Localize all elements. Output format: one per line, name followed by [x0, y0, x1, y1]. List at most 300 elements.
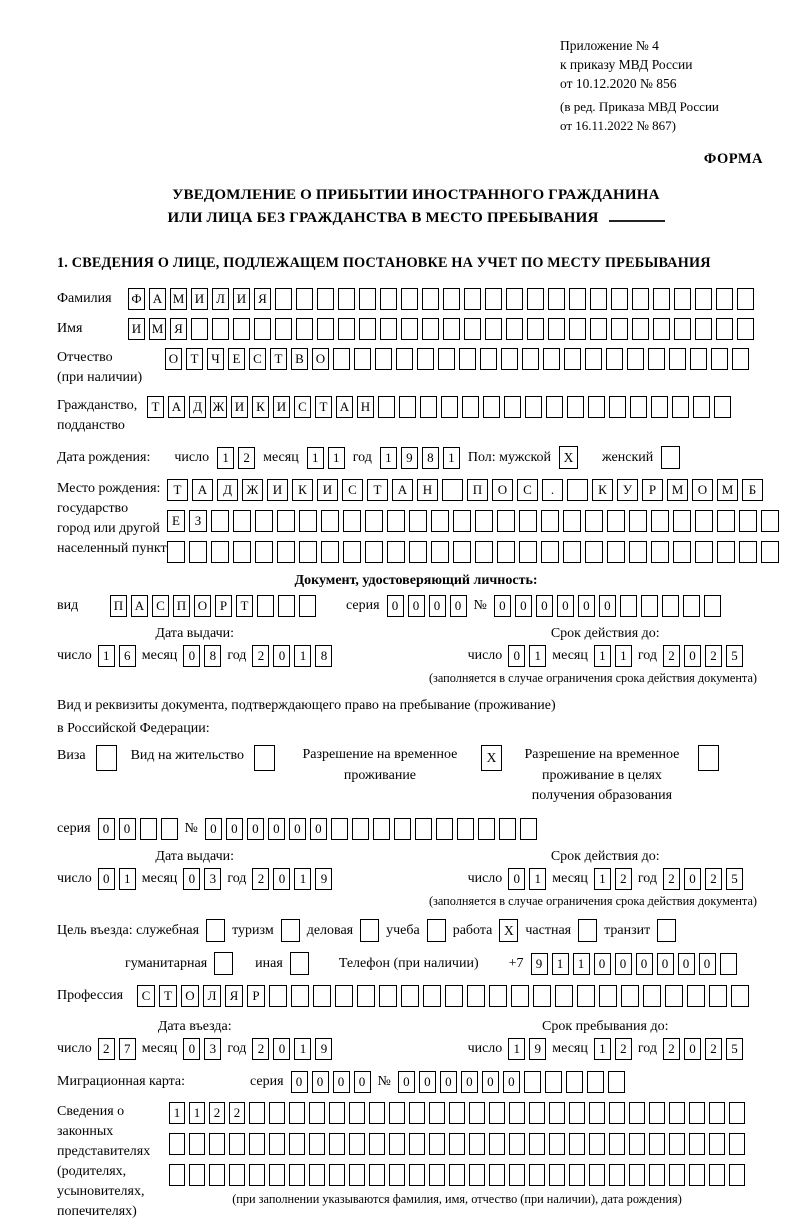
char-cell[interactable]: 1 [119, 868, 136, 890]
char-cell[interactable]: И [273, 396, 290, 418]
permit-issue-day[interactable] [98, 868, 136, 890]
char-cell[interactable] [429, 1133, 445, 1155]
char-cell[interactable] [209, 1133, 225, 1155]
char-cell[interactable] [442, 479, 463, 501]
char-cell[interactable]: Т [167, 479, 188, 501]
char-cell[interactable] [429, 1164, 445, 1186]
char-cell[interactable] [653, 288, 670, 310]
char-cell[interactable] [629, 1102, 645, 1124]
char-cell[interactable]: 0 [273, 645, 290, 667]
char-cell[interactable] [389, 1102, 405, 1124]
representatives-row1[interactable] [169, 1102, 745, 1124]
char-cell[interactable]: Я [254, 288, 271, 310]
char-cell[interactable]: 0 [699, 953, 716, 975]
char-cell[interactable] [299, 595, 316, 617]
representatives-row2[interactable] [169, 1133, 745, 1155]
char-cell[interactable] [269, 1133, 285, 1155]
char-cell[interactable] [401, 288, 418, 310]
char-cell[interactable] [629, 541, 647, 563]
char-cell[interactable]: С [342, 479, 363, 501]
char-cell[interactable]: 0 [273, 868, 290, 890]
name-field[interactable] [128, 318, 754, 340]
char-cell[interactable]: 0 [268, 818, 285, 840]
char-cell[interactable] [431, 541, 449, 563]
char-cell[interactable] [649, 1102, 665, 1124]
char-cell[interactable] [309, 1102, 325, 1124]
char-cell[interactable] [269, 1164, 285, 1186]
char-cell[interactable] [585, 348, 602, 370]
char-cell[interactable] [331, 818, 348, 840]
char-cell[interactable]: К [592, 479, 613, 501]
char-cell[interactable]: 2 [705, 1038, 722, 1060]
char-cell[interactable] [501, 348, 518, 370]
char-cell[interactable]: М [149, 318, 166, 340]
char-cell[interactable] [689, 1102, 705, 1124]
char-cell[interactable] [651, 510, 669, 532]
char-cell[interactable] [401, 318, 418, 340]
char-cell[interactable] [415, 818, 432, 840]
char-cell[interactable] [475, 541, 493, 563]
char-cell[interactable] [457, 818, 474, 840]
char-cell[interactable] [672, 396, 689, 418]
char-cell[interactable]: 0 [440, 1071, 457, 1093]
char-cell[interactable] [443, 288, 460, 310]
char-cell[interactable] [563, 510, 581, 532]
char-cell[interactable]: И [267, 479, 288, 501]
char-cell[interactable]: 9 [531, 953, 548, 975]
char-cell[interactable]: 0 [684, 645, 701, 667]
migration-series-field[interactable] [291, 1071, 371, 1093]
char-cell[interactable] [599, 985, 617, 1007]
char-cell[interactable]: Р [215, 595, 232, 617]
doc-number-field[interactable] [494, 595, 721, 617]
doc-issue-day[interactable] [98, 645, 136, 667]
char-cell[interactable] [417, 348, 434, 370]
char-cell[interactable] [649, 1164, 665, 1186]
char-cell[interactable] [394, 818, 411, 840]
char-cell[interactable]: 1 [508, 1038, 525, 1060]
char-cell[interactable] [275, 288, 292, 310]
char-cell[interactable] [161, 818, 178, 840]
char-cell[interactable] [717, 541, 735, 563]
char-cell[interactable]: 8 [204, 645, 221, 667]
char-cell[interactable] [338, 318, 355, 340]
char-cell[interactable] [611, 318, 628, 340]
char-cell[interactable] [431, 510, 449, 532]
doc-series-field[interactable] [387, 595, 467, 617]
char-cell[interactable]: 0 [289, 818, 306, 840]
residence-permit-checkbox[interactable] [254, 745, 275, 771]
char-cell[interactable] [529, 1133, 545, 1155]
char-cell[interactable] [378, 396, 395, 418]
doc-valid-month[interactable] [594, 645, 632, 667]
char-cell[interactable]: О [194, 595, 211, 617]
char-cell[interactable]: 1 [189, 1102, 205, 1124]
char-cell[interactable] [469, 1133, 485, 1155]
char-cell[interactable] [662, 595, 679, 617]
char-cell[interactable] [420, 396, 437, 418]
char-cell[interactable]: 0 [419, 1071, 436, 1093]
char-cell[interactable] [469, 1164, 485, 1186]
char-cell[interactable] [669, 1164, 685, 1186]
char-cell[interactable] [709, 1102, 725, 1124]
char-cell[interactable] [429, 1102, 445, 1124]
char-cell[interactable]: И [231, 396, 248, 418]
char-cell[interactable] [254, 318, 271, 340]
char-cell[interactable] [211, 510, 229, 532]
representatives-row3[interactable] [169, 1164, 745, 1186]
char-cell[interactable] [249, 1133, 265, 1155]
char-cell[interactable]: 0 [247, 818, 264, 840]
stay-day[interactable] [508, 1038, 546, 1060]
char-cell[interactable]: 5 [726, 645, 743, 667]
char-cell[interactable] [549, 1164, 565, 1186]
char-cell[interactable] [352, 818, 369, 840]
char-cell[interactable] [567, 396, 584, 418]
char-cell[interactable] [422, 288, 439, 310]
char-cell[interactable]: 0 [461, 1071, 478, 1093]
char-cell[interactable] [555, 985, 573, 1007]
char-cell[interactable] [525, 396, 542, 418]
char-cell[interactable]: 0 [226, 818, 243, 840]
char-cell[interactable] [546, 396, 563, 418]
char-cell[interactable] [349, 1102, 365, 1124]
char-cell[interactable] [673, 510, 691, 532]
char-cell[interactable]: 2 [615, 868, 632, 890]
char-cell[interactable] [720, 953, 737, 975]
purpose-official-checkbox[interactable] [206, 919, 225, 942]
char-cell[interactable] [275, 318, 292, 340]
char-cell[interactable]: У [617, 479, 638, 501]
char-cell[interactable]: 0 [183, 868, 200, 890]
char-cell[interactable]: 5 [726, 1038, 743, 1060]
purpose-business-checkbox[interactable] [360, 919, 379, 942]
char-cell[interactable] [478, 818, 495, 840]
char-cell[interactable]: О [165, 348, 182, 370]
char-cell[interactable]: 0 [387, 595, 404, 617]
char-cell[interactable] [257, 595, 274, 617]
char-cell[interactable]: 0 [515, 595, 532, 617]
char-cell[interactable] [277, 510, 295, 532]
char-cell[interactable]: И [233, 288, 250, 310]
char-cell[interactable]: О [312, 348, 329, 370]
char-cell[interactable] [549, 1102, 565, 1124]
char-cell[interactable] [527, 288, 544, 310]
char-cell[interactable] [480, 348, 497, 370]
char-cell[interactable] [191, 318, 208, 340]
char-cell[interactable] [359, 288, 376, 310]
stay-year[interactable] [663, 1038, 743, 1060]
purpose-tourism-checkbox[interactable] [281, 919, 300, 942]
char-cell[interactable] [296, 288, 313, 310]
char-cell[interactable]: 1 [573, 953, 590, 975]
char-cell[interactable]: 3 [204, 868, 221, 890]
char-cell[interactable] [687, 985, 705, 1007]
char-cell[interactable] [739, 510, 757, 532]
char-cell[interactable] [519, 510, 537, 532]
char-cell[interactable]: 0 [312, 1071, 329, 1093]
char-cell[interactable] [299, 510, 317, 532]
char-cell[interactable] [409, 510, 427, 532]
char-cell[interactable]: Е [228, 348, 245, 370]
char-cell[interactable] [389, 1164, 405, 1186]
patronymic-field[interactable] [165, 348, 749, 370]
birth-year-field[interactable] [380, 447, 460, 469]
char-cell[interactable]: Я [170, 318, 187, 340]
char-cell[interactable] [343, 510, 361, 532]
birth-place-row1[interactable] [167, 479, 779, 501]
char-cell[interactable] [379, 985, 397, 1007]
char-cell[interactable] [169, 1164, 185, 1186]
char-cell[interactable]: Д [217, 479, 238, 501]
char-cell[interactable] [731, 985, 749, 1007]
char-cell[interactable]: 5 [726, 868, 743, 890]
char-cell[interactable]: М [717, 479, 738, 501]
doc-issue-year[interactable] [252, 645, 332, 667]
char-cell[interactable]: 1 [380, 447, 397, 469]
char-cell[interactable] [233, 541, 251, 563]
char-cell[interactable]: Т [367, 479, 388, 501]
char-cell[interactable]: 2 [663, 1038, 680, 1060]
char-cell[interactable] [569, 1102, 585, 1124]
char-cell[interactable]: Т [159, 985, 177, 1007]
char-cell[interactable] [629, 1164, 645, 1186]
char-cell[interactable] [716, 318, 733, 340]
char-cell[interactable]: 0 [599, 595, 616, 617]
char-cell[interactable]: 1 [594, 645, 611, 667]
char-cell[interactable] [524, 1071, 541, 1093]
char-cell[interactable]: 0 [354, 1071, 371, 1093]
char-cell[interactable]: З [189, 510, 207, 532]
char-cell[interactable] [233, 510, 251, 532]
char-cell[interactable]: Ч [207, 348, 224, 370]
char-cell[interactable]: О [181, 985, 199, 1007]
char-cell[interactable] [441, 396, 458, 418]
char-cell[interactable] [409, 1102, 425, 1124]
char-cell[interactable] [497, 541, 515, 563]
char-cell[interactable] [506, 318, 523, 340]
char-cell[interactable] [709, 1133, 725, 1155]
char-cell[interactable] [717, 510, 735, 532]
char-cell[interactable] [690, 348, 707, 370]
doc-valid-year[interactable] [663, 645, 743, 667]
char-cell[interactable] [445, 985, 463, 1007]
char-cell[interactable] [683, 595, 700, 617]
char-cell[interactable] [674, 318, 691, 340]
char-cell[interactable]: М [170, 288, 187, 310]
char-cell[interactable] [483, 396, 500, 418]
char-cell[interactable] [209, 1164, 225, 1186]
char-cell[interactable] [609, 396, 626, 418]
phone-field[interactable] [531, 953, 737, 975]
char-cell[interactable] [255, 541, 273, 563]
permit-issue-month[interactable] [183, 868, 221, 890]
char-cell[interactable]: 2 [252, 645, 269, 667]
char-cell[interactable]: 0 [450, 595, 467, 617]
char-cell[interactable] [387, 541, 405, 563]
char-cell[interactable] [313, 985, 331, 1007]
char-cell[interactable]: 1 [443, 447, 460, 469]
sex-male-checkbox[interactable]: X [559, 446, 578, 469]
char-cell[interactable] [665, 985, 683, 1007]
char-cell[interactable] [643, 985, 661, 1007]
char-cell[interactable] [522, 348, 539, 370]
char-cell[interactable] [349, 1133, 365, 1155]
char-cell[interactable]: И [317, 479, 338, 501]
char-cell[interactable] [380, 318, 397, 340]
char-cell[interactable] [375, 348, 392, 370]
char-cell[interactable]: 9 [401, 447, 418, 469]
char-cell[interactable] [729, 1164, 745, 1186]
char-cell[interactable] [621, 985, 639, 1007]
char-cell[interactable] [369, 1133, 385, 1155]
permit-number-field[interactable] [205, 818, 537, 840]
permit-valid-day[interactable] [508, 868, 546, 890]
char-cell[interactable]: 0 [503, 1071, 520, 1093]
char-cell[interactable] [233, 318, 250, 340]
char-cell[interactable] [737, 288, 754, 310]
doc-valid-day[interactable] [508, 645, 546, 667]
char-cell[interactable] [289, 1164, 305, 1186]
char-cell[interactable] [711, 348, 728, 370]
char-cell[interactable] [607, 510, 625, 532]
char-cell[interactable] [577, 985, 595, 1007]
char-cell[interactable]: 0 [557, 595, 574, 617]
char-cell[interactable] [632, 288, 649, 310]
char-cell[interactable] [464, 288, 481, 310]
char-cell[interactable] [229, 1133, 245, 1155]
char-cell[interactable]: 2 [229, 1102, 245, 1124]
char-cell[interactable] [695, 288, 712, 310]
char-cell[interactable]: Т [147, 396, 164, 418]
char-cell[interactable] [611, 288, 628, 310]
char-cell[interactable] [709, 985, 727, 1007]
char-cell[interactable]: А [392, 479, 413, 501]
char-cell[interactable] [436, 818, 453, 840]
char-cell[interactable]: Ж [242, 479, 263, 501]
char-cell[interactable] [509, 1133, 525, 1155]
char-cell[interactable]: И [191, 288, 208, 310]
char-cell[interactable] [674, 288, 691, 310]
char-cell[interactable] [469, 1102, 485, 1124]
purpose-study-checkbox[interactable] [427, 919, 446, 942]
char-cell[interactable]: 1 [529, 868, 546, 890]
char-cell[interactable] [453, 510, 471, 532]
char-cell[interactable]: Т [270, 348, 287, 370]
char-cell[interactable]: 3 [204, 1038, 221, 1060]
char-cell[interactable] [359, 318, 376, 340]
char-cell[interactable]: 0 [594, 953, 611, 975]
char-cell[interactable] [212, 318, 229, 340]
char-cell[interactable] [569, 1133, 585, 1155]
char-cell[interactable]: А [192, 479, 213, 501]
char-cell[interactable] [189, 1133, 205, 1155]
char-cell[interactable]: 0 [684, 868, 701, 890]
char-cell[interactable]: С [137, 985, 155, 1007]
char-cell[interactable] [651, 396, 668, 418]
char-cell[interactable] [485, 318, 502, 340]
entry-day[interactable] [98, 1038, 136, 1060]
char-cell[interactable] [653, 318, 670, 340]
char-cell[interactable] [504, 396, 521, 418]
char-cell[interactable]: М [667, 479, 688, 501]
char-cell[interactable] [606, 348, 623, 370]
char-cell[interactable] [485, 288, 502, 310]
char-cell[interactable] [737, 318, 754, 340]
char-cell[interactable]: Ж [210, 396, 227, 418]
char-cell[interactable] [289, 1133, 305, 1155]
char-cell[interactable] [269, 985, 287, 1007]
char-cell[interactable]: 2 [705, 868, 722, 890]
char-cell[interactable] [373, 818, 390, 840]
char-cell[interactable] [519, 541, 537, 563]
char-cell[interactable] [693, 396, 710, 418]
char-cell[interactable] [296, 318, 313, 340]
char-cell[interactable] [529, 1164, 545, 1186]
char-cell[interactable]: 8 [422, 447, 439, 469]
char-cell[interactable] [589, 1133, 605, 1155]
char-cell[interactable]: 2 [209, 1102, 225, 1124]
char-cell[interactable]: Р [247, 985, 265, 1007]
char-cell[interactable] [475, 510, 493, 532]
doc-issue-month[interactable] [183, 645, 221, 667]
char-cell[interactable]: Д [189, 396, 206, 418]
char-cell[interactable]: П [467, 479, 488, 501]
char-cell[interactable]: 2 [615, 1038, 632, 1060]
char-cell[interactable] [563, 541, 581, 563]
char-cell[interactable] [548, 288, 565, 310]
char-cell[interactable] [249, 1102, 265, 1124]
char-cell[interactable] [396, 348, 413, 370]
birth-place-row2[interactable] [167, 510, 779, 532]
char-cell[interactable] [309, 1133, 325, 1155]
permit-series-field[interactable] [98, 818, 178, 840]
char-cell[interactable]: 1 [307, 447, 324, 469]
char-cell[interactable]: 1 [529, 645, 546, 667]
char-cell[interactable] [541, 510, 559, 532]
birth-day-field[interactable] [217, 447, 255, 469]
char-cell[interactable] [211, 541, 229, 563]
birth-place-row3[interactable] [167, 541, 779, 563]
profession-field[interactable] [137, 985, 749, 1007]
char-cell[interactable]: 1 [328, 447, 345, 469]
char-cell[interactable]: 1 [552, 953, 569, 975]
char-cell[interactable] [695, 318, 712, 340]
char-cell[interactable] [569, 288, 586, 310]
temp-residence-edu-checkbox[interactable] [698, 745, 719, 771]
char-cell[interactable]: С [517, 479, 538, 501]
char-cell[interactable] [729, 1102, 745, 1124]
char-cell[interactable] [541, 541, 559, 563]
char-cell[interactable]: 0 [494, 595, 511, 617]
char-cell[interactable] [729, 1133, 745, 1155]
char-cell[interactable] [249, 1164, 265, 1186]
char-cell[interactable] [548, 318, 565, 340]
char-cell[interactable] [299, 541, 317, 563]
char-cell[interactable] [651, 541, 669, 563]
char-cell[interactable]: 0 [333, 1071, 350, 1093]
purpose-private-checkbox[interactable] [578, 919, 597, 942]
char-cell[interactable]: 0 [615, 953, 632, 975]
char-cell[interactable]: 0 [636, 953, 653, 975]
char-cell[interactable]: А [336, 396, 353, 418]
char-cell[interactable] [229, 1164, 245, 1186]
migration-number-field[interactable] [398, 1071, 625, 1093]
char-cell[interactable] [365, 510, 383, 532]
char-cell[interactable] [333, 348, 350, 370]
char-cell[interactable] [564, 348, 581, 370]
char-cell[interactable]: 0 [183, 1038, 200, 1060]
